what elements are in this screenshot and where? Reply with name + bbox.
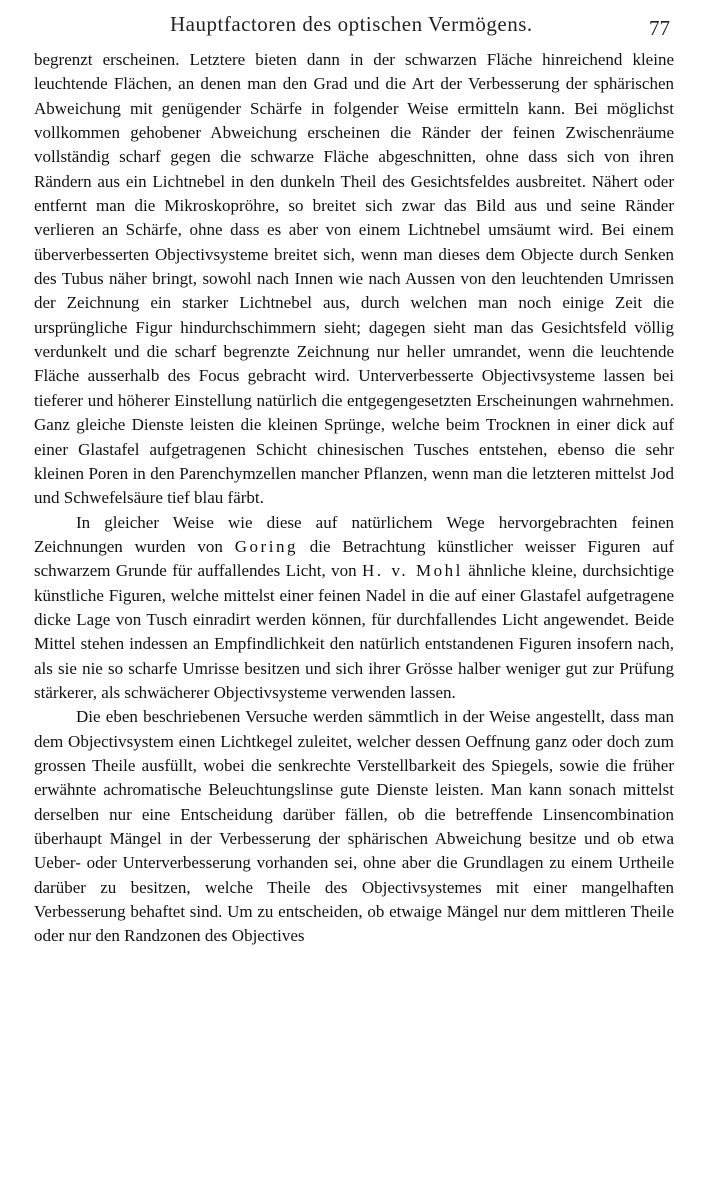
text-run: In gleicher Weise wie diese auf natürlichem Wege hervorgebrachten feinen Zeichnungen wurden von — [34, 512, 674, 556]
spaced-name: H. v. Mohl — [362, 561, 463, 581]
text-run: Die eben beschriebenen Versuche werden sämmtlich in der Weise angestellt, dass man dem Objectivsystem einen Lichtkegel zuleitet, welcher dessen Oeffnung ganz oder doch zum grossen Theile ausfüllt, wobei die senkrechte Verstellbarkeit des Spiegels, sowie die früher erwähnte achromatische Beleuchtungslinse gute Dienste leisten. Man kann sonach mittelst derselben nur eine Entscheidung darüber fällen, ob die betreffende Linsencombination überhaupt Mängel in der Verbesserung der sphärischen Abweichung besitze und ob etwa Ueber- oder Unterverbesserung vorhanden sei, ohne aber die Grundlagen zu einem Urtheile darüber zu besitzen, welche Theile des Objectivsystemes mit einer mangelhaften Verbesserung behaftet sind. Um zu entscheiden, ob etwaige Mängel nur dem mittleren Theile oder nur den Randzonen des Objectives — [34, 707, 674, 946]
text-run: die Betrachtung künstlicher weisser Figuren auf schwarzem Grunde für auffallendes Licht, von — [34, 536, 674, 581]
running-head — [0, 8, 706, 44]
paragraph — [34, 48, 674, 511]
body-text — [34, 48, 674, 949]
spaced-name: Goring — [234, 536, 298, 556]
text-run: begrenzt erscheinen. Letztere bieten dann in der schwarzen Fläche hinreichend kleine leuchtende Flächen, an denen man den Grad und die Art der Verbesserung der sphärischen Abweichung mit genügender Schärfe in folgender Weise ermitteln kann. Bei möglichst vollkommen gehobener Abweichung erscheinen die Ränder der feinen Zwischenräume vollständig scharf gegen die schwarze Fläche abgeschnitten, ohne dass sich von ihren Rändern aus ein Lichtnebel in den dunkeln Theil des Gesichtsfeldes ausbreitet. Nähert oder entfernt man die Mikroskopröhre, so breitet sich zwar das Bild aus und seine Ränder verlieren an Schärfe, ohne dass es aber von einem Lichtnebel umsäumt wird. Bei einem überverbesserten Objectivsysteme breitet sich, wenn man dieses dem Objecte durch Senken des Tubus näher bringt, sowohl nach Innen wie nach Aussen von den leuchtenden Umrissen der Zeichnung ein starker Lichtnebel aus, durch welchen man noch einige Zeit die ursprüngliche Figur hindurchschimmern sieht; dagegen sieht man das Gesichtsfeld völlig verdunkelt und die scharf begrenzte Zeichnung nur heller umrandet, wenn die leuchtende Fläche ausserhalb des Focus gebracht wird. Unterverbesserte Objectivsysteme lassen bei tieferer und höherer Einstellung natürlich die entgegengesetzten Erscheinungen wahrnehmen. Ganz gleiche Dienste leisten die kleinen Sprünge, welche beim Trocknen in einer dick auf einer Glastafel aufgetragenen Schicht chinesischen Tusches entstehen, ebenso die sehr kleinen Poren in den Parenchymzellen mancher Pflanzen, wenn man die letzteren mittelst Jod und Schwefelsäure tief blau färbt. — [34, 50, 674, 508]
paragraph — [34, 511, 674, 706]
paragraph — [34, 705, 674, 948]
text-run: ähnliche kleine, durchsichtige künstliche Figuren, welche mittelst einer feinen Nadel in die auf einer Glastafel aufgetragene dicke Lage von Tusch einradirt werden können, für durchfallendes Licht angewendet. Beide Mittel stehen indessen an Empfindlichkeit den natürlich entstandenen Figuren insofern nach, als sie nie so scharfe Umrisse besitzen und sich ihrer Grösse halber weniger gut zur Prüfung stärkerer, als schwächerer Objectivsysteme verwenden lassen. — [34, 561, 675, 702]
running-head-title: Hauptfactoren des optischen Vermögens. — [170, 12, 533, 36]
page-number: 77 — [649, 16, 670, 40]
